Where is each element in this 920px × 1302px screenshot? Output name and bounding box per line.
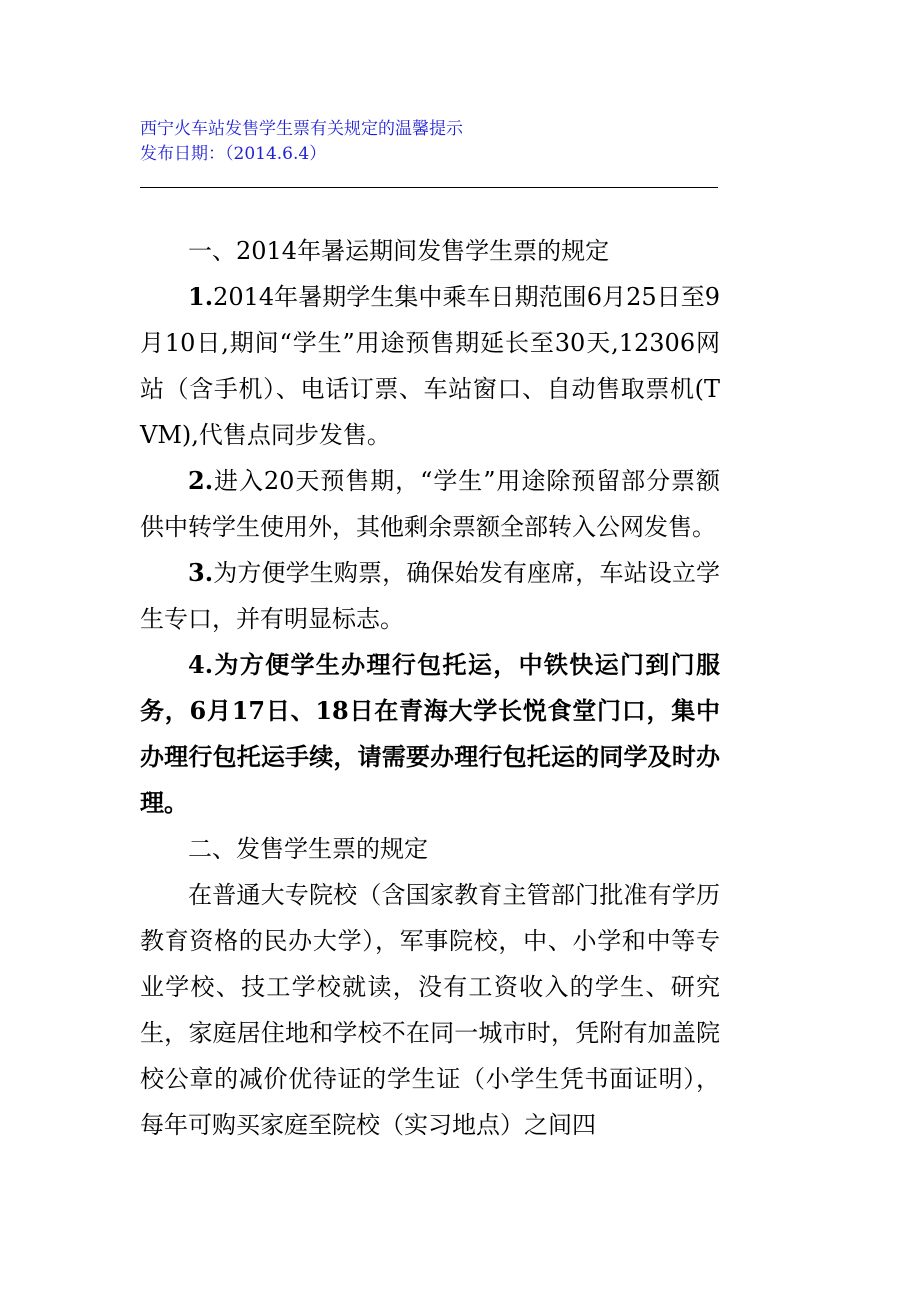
document-body xyxy=(140,228,720,1148)
paragraph-3-number: 3. xyxy=(188,558,214,587)
paragraph-2 xyxy=(140,458,720,550)
paragraph-1-text: 2014年暑期学生集中乘车日期范围6月25日至9月10日,期间“学生”用途预售期延长至30天,12306网站（含手机）、电话订票、车站窗口、自动售取票机(TVM),代售点同步发售。 xyxy=(140,283,720,449)
paragraph-4: 4.为方便学生办理行包托运，中铁快运门到门服务，6月17日、18日在青海大学长悦食堂门口，集中办理行包托运手续，请需要办理行包托运的同学及时办理。 xyxy=(140,650,720,817)
paragraph-3-text: 为方便学生购票，确保始发有座席，车站设立学生专口，并有明显标志。 xyxy=(140,559,720,633)
paragraph-1 xyxy=(140,274,720,458)
publish-date: 发布日期：（2014.6.4） xyxy=(140,144,327,164)
paragraph-1-number: 1. xyxy=(188,282,214,311)
section-1-heading: 一、2014年暑运期间发售学生票的规定 xyxy=(188,237,610,265)
header-divider xyxy=(140,187,718,188)
notice-title: 西宁火车站发售学生票有关规定的温馨提示 xyxy=(140,119,463,139)
paragraph-2-number: 2. xyxy=(188,466,214,495)
paragraph-5: 在普通大专院校（含国家教育主管部门批准有学历教育资格的民办大学），军事院校，中、小学和中等专业学校、技工学校就读，没有工资收入的学生、研究生，家庭居住地和学校不在同一城市时，凭附有加盖院校公章的减价优待证的学生证（小学生凭书面证明），每年可购买家庭至院校（实习地点）之间四 xyxy=(140,881,720,1139)
section-2-heading: 二、发售学生票的规定 xyxy=(188,835,428,863)
paragraph-2-text: 进入20天预售期，“学生”用途除预留部分票额供中转学生使用外，其他剩余票额全部转入公网发售。 xyxy=(140,467,720,541)
paragraph-3 xyxy=(140,550,720,642)
